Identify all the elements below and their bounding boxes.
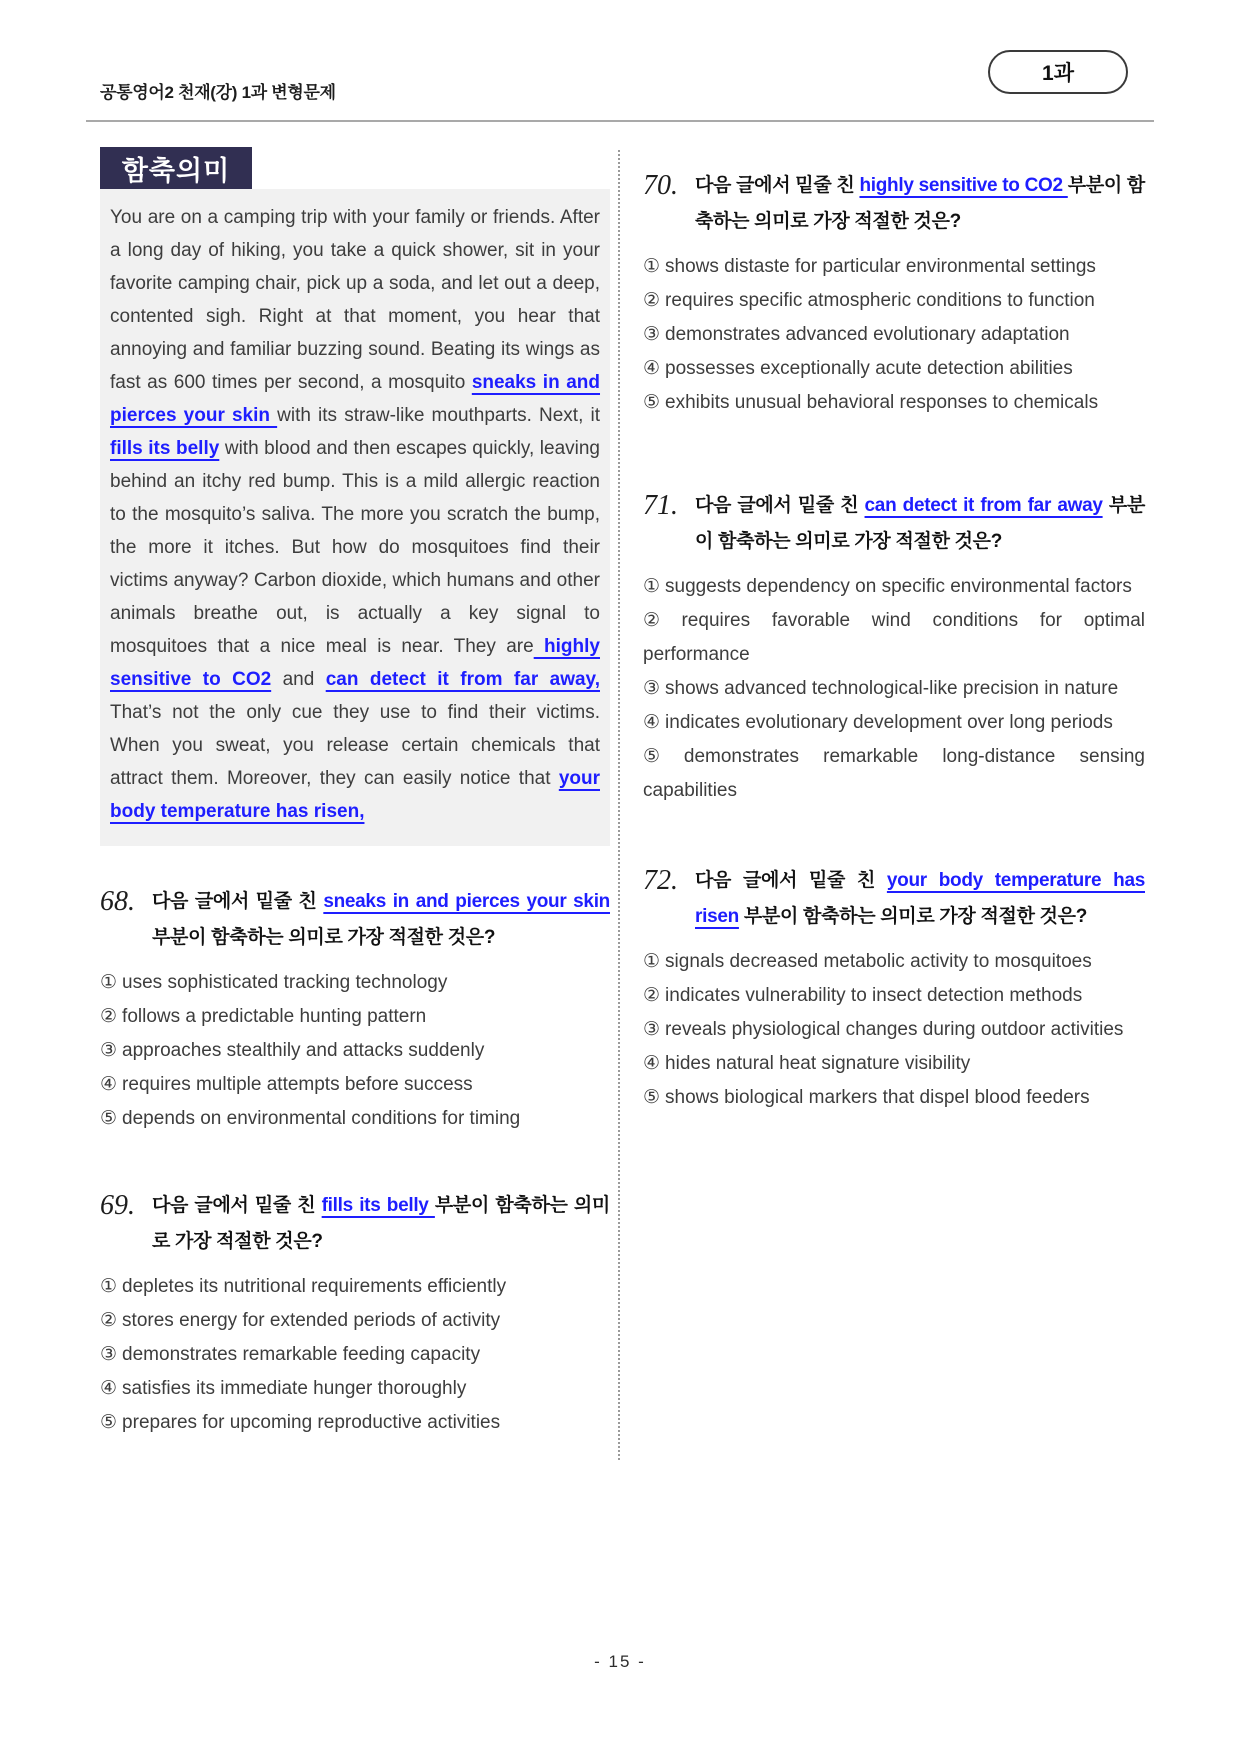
option-marker: ② [643,610,677,631]
question-71 [643,488,1145,808]
option-text: approaches stealthily and attacks suddenly [122,1040,485,1061]
question-71-header [643,488,1145,560]
option-marker: ③ [643,324,661,345]
option-text: depends on environmental conditions for timing [122,1108,521,1129]
question-68-header [100,884,610,956]
option-text: demonstrates advanced evolutionary adaptation [665,324,1070,345]
prompt-prefix: 다음 글에서 밑줄 친 [152,891,324,912]
option-1 [643,945,1145,979]
passage-text: You are on a camping trip with your family or friends. After a long day of hiking, you take a quick shower, sit in your favorite camping chair, pick up a soda, and let out a deep, contented sigh. Right at that moment, you hear that annoying and familiar buzzing sound. Beating its wings as fast as 600 times per second, a mosquito [110,207,600,393]
option-1 [643,570,1145,604]
option-text: reveals physiological changes during outdoor activities [665,1019,1124,1040]
option-text: depletes its nutritional requirements efficiently [122,1276,507,1297]
option-marker: ④ [643,712,661,733]
underlined-phrase: sneaks in and pierces your skin [323,891,610,912]
option-5 [643,386,1145,420]
section-title-box [100,147,252,189]
section-title-label: 함축의미 [121,155,231,186]
option-text: signals decreased metabolic activity to mosquitoes [665,951,1092,972]
underlined-phrase: can detect it from far away, [325,669,600,690]
question-number: 71. [643,490,678,521]
option-text: exhibits unusual behavioral responses to chemicals [665,392,1099,413]
option-text: uses sophisticated tracking technology [122,972,448,993]
option-marker: ② [100,1310,118,1331]
option-text: follows a predictable hunting pattern [122,1006,427,1027]
option-marker: ① [643,256,661,277]
passage-text: That’s not the only cue they use to find their victims. When you sweat, you release certain chemicals that attract them. Moreover, they can easily notice that [110,702,600,789]
option-2 [643,284,1145,318]
underlined-phrase: fills its belly [321,1195,435,1216]
option-4 [100,1372,610,1406]
passage-text: with blood and then escapes quickly, leaving behind an itchy red bump. This is a mild allergic reaction to the mosquito’s saliva. The more you scratch the bump, the more it itches. But how do mosquitoes find their victims anyway? Carbon dioxide, which humans and other animals breathe out, is actually a key signal to mosquitoes that a nice meal is near. They are [110,438,600,657]
question-70 [643,168,1145,420]
passage-text: and [271,669,326,690]
document-title: 공통영어2 천재(강) 1과 변형문제 [100,83,336,102]
question-prompt [152,1188,610,1260]
lesson-badge: 1과 [988,50,1128,94]
option-marker: ④ [100,1074,118,1095]
underlined-phrase: fills its belly [110,438,220,459]
option-1 [100,966,610,1000]
passage-text: with its straw-like mouthparts. Next, it [277,405,600,426]
question-number: 70. [643,170,678,201]
option-text: requires specific atmospheric conditions to function [665,290,1095,311]
option-3 [643,672,1145,706]
option-marker: ⑤ [643,1087,661,1108]
column-divider [618,150,620,1460]
underlined-phrase: highly sensitive to CO2 [859,175,1068,196]
option-1 [100,1270,610,1304]
option-text: shows biological markers that dispel blood feeders [665,1087,1090,1108]
left-column [100,147,610,1440]
option-text: indicates evolutionary development over long periods [665,712,1113,733]
option-2 [100,1304,610,1338]
question-number: 72. [643,865,678,896]
options-list [643,570,1145,808]
option-3 [100,1034,610,1068]
option-text: stores energy for extended periods of activity [122,1310,501,1331]
prompt-suffix: 부분이 함축하는 의미로 가장 적절한 것은? [695,175,1145,232]
option-2 [643,979,1145,1013]
reading-passage [100,189,610,846]
options-list [643,945,1145,1115]
question-number: 69. [100,1190,135,1221]
right-column [643,168,1145,1115]
option-text: prepares for upcoming reproductive activities [122,1412,501,1433]
option-text: requires favorable wind conditions for optimal performance [643,610,1145,665]
option-5 [643,1081,1145,1115]
underlined-phrase: your body temperature has risen [695,870,1145,927]
question-prompt [152,884,610,956]
prompt-suffix: 부분이 함축하는 의미로 가장 적절한 것은? [152,927,496,948]
options-list [100,1270,610,1440]
options-list [100,966,610,1136]
options-list [643,250,1145,420]
underlined-phrase: your body temperature has risen, [110,768,600,822]
option-2 [643,604,1145,672]
question-68 [100,884,610,1136]
option-text: hides natural heat signature visibility [665,1053,971,1074]
option-marker: ⑤ [100,1412,118,1433]
prompt-suffix: 부분이 함축하는 의미로 가장 적절한 것은? [738,906,1088,927]
option-marker: ② [100,1006,118,1027]
option-3 [643,1013,1145,1047]
option-4 [643,352,1145,386]
page-number: - 15 - [594,1652,646,1671]
option-3 [100,1338,610,1372]
question-prompt [695,488,1145,560]
question-70-header [643,168,1145,240]
option-marker: ③ [643,1019,661,1040]
option-marker: ② [643,290,661,311]
option-marker: ① [100,972,118,993]
header-divider [86,120,1154,122]
option-5 [100,1406,610,1440]
underlined-phrase: sneaks in and pierces your skin [110,372,601,426]
option-1 [643,250,1145,284]
option-text: satisfies its immediate hunger thoroughly [122,1378,467,1399]
option-marker: ④ [643,1053,661,1074]
option-marker: ③ [643,678,661,699]
prompt-prefix: 다음 글에서 밑줄 친 [695,870,887,891]
prompt-prefix: 다음 글에서 밑줄 친 [695,175,860,196]
option-text: requires multiple attempts before success [122,1074,473,1095]
option-text: possesses exceptionally acute detection abilities [665,358,1073,379]
question-prompt [695,863,1145,935]
option-5 [643,740,1145,808]
question-number: 68. [100,886,135,917]
option-marker: ④ [643,358,661,379]
option-marker: ⑤ [643,392,661,413]
option-marker: ② [643,985,661,1006]
underlined-phrase: can detect it from far away [864,495,1103,516]
option-marker: ① [643,951,661,972]
question-69-header [100,1188,610,1260]
underlined-phrase: highly sensitive to CO2 [110,636,600,690]
option-marker: ① [100,1276,118,1297]
question-72-header [643,863,1145,935]
option-text: demonstrates remarkable feeding capacity [122,1344,481,1365]
option-text: shows distaste for particular environmental settings [665,256,1096,277]
prompt-prefix: 다음 글에서 밑줄 친 [695,495,865,516]
option-marker: ③ [100,1344,118,1365]
option-text: shows advanced technological-like precision in nature [665,678,1119,699]
option-text: indicates vulnerability to insect detection methods [665,985,1083,1006]
question-69 [100,1188,610,1440]
option-marker: ③ [100,1040,118,1061]
option-3 [643,318,1145,352]
prompt-suffix: 부분이 함축하는 의미로 가장 적절한 것은? [152,1195,610,1252]
question-72 [643,863,1145,1115]
option-5 [100,1102,610,1136]
option-4 [643,1047,1145,1081]
option-marker: ⑤ [100,1108,118,1129]
option-2 [100,1000,610,1034]
option-marker: ⑤ [643,746,679,767]
option-4 [643,706,1145,740]
prompt-suffix: 부분이 함축하는 의미로 가장 적절한 것은? [695,495,1145,552]
option-text: suggests dependency on specific environmental factors [665,576,1132,597]
prompt-prefix: 다음 글에서 밑줄 친 [152,1195,322,1216]
question-prompt [695,168,1145,240]
option-marker: ④ [100,1378,118,1399]
option-4 [100,1068,610,1102]
option-marker: ① [643,576,661,597]
option-text: demonstrates remarkable long-distance sensing capabilities [643,746,1145,801]
